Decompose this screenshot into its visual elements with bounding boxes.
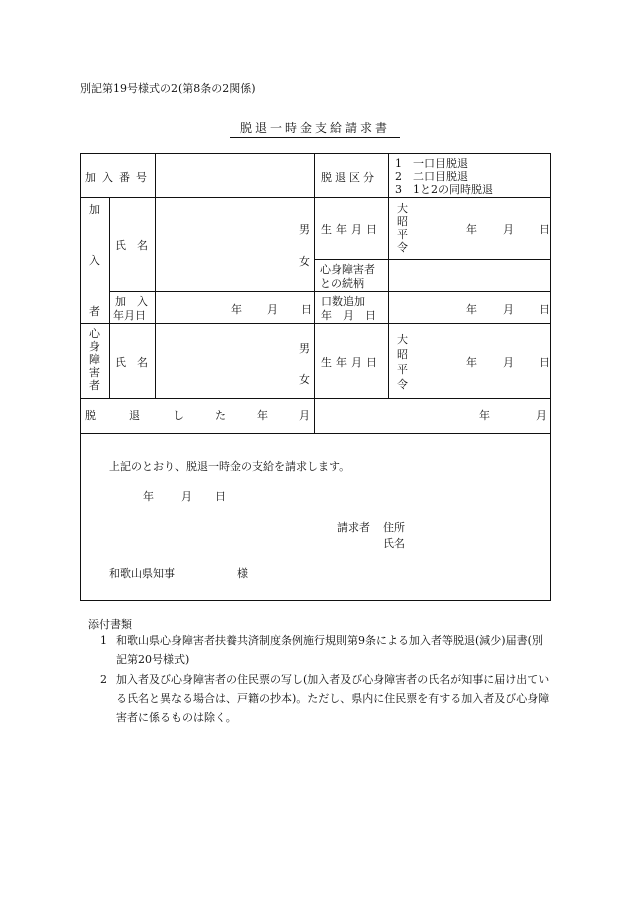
add-unit-month: 月 <box>503 303 514 316</box>
relation-label-1: 心身障害者 <box>320 263 375 276</box>
add-unit-label-1: 口数追加 <box>321 295 365 308</box>
attachment-item-2-num: 2 <box>100 673 107 686</box>
withdraw-ym-char-2: 退 <box>129 409 140 422</box>
disabled-birth-month: 月 <box>503 356 514 369</box>
addressee-honorific: 様 <box>237 567 248 580</box>
member-birth-day: 日 <box>539 223 550 236</box>
member-era-showa[interactable]: 昭 <box>397 215 408 228</box>
request-date-month: 月 <box>181 490 192 503</box>
relation-field[interactable] <box>390 261 550 290</box>
attachment-item-1-text: 和歌山県心身障害者扶養共済制度条例施行規則第9条による加入者等脱退(減少)届書(別記第20号様式) <box>116 634 543 666</box>
withdraw-month: 月 <box>536 409 547 422</box>
disabled-group-char-4: 害 <box>89 366 100 379</box>
requester-address-label: 住所 <box>383 521 405 534</box>
join-date-label-2: 年月日 <box>113 309 146 322</box>
relation-label-2: との続柄 <box>320 277 364 290</box>
attachment-item-1 <box>100 631 550 669</box>
disabled-birth-day: 日 <box>539 356 550 369</box>
member-birth-month: 月 <box>503 223 514 236</box>
addressee: 和歌山県知事 <box>109 567 175 580</box>
attachments-heading: 添付書類 <box>88 618 132 631</box>
request-date-year: 年 <box>143 490 154 503</box>
member-name-field[interactable] <box>157 199 297 289</box>
member-group-char-1: 加 <box>89 203 100 216</box>
add-unit-day: 日 <box>539 303 550 316</box>
join-month: 月 <box>267 303 278 316</box>
withdraw-option-3[interactable]: 3 1と2の同時脱退 <box>395 183 493 196</box>
withdraw-year: 年 <box>479 409 490 422</box>
disabled-era-heisei[interactable]: 平 <box>397 363 408 376</box>
disabled-female-option[interactable]: 女 <box>299 373 310 386</box>
member-name-label: 氏 名 <box>115 239 148 252</box>
add-unit-year: 年 <box>466 303 477 316</box>
disabled-birth-year: 年 <box>466 356 477 369</box>
disabled-group-char-3: 障 <box>89 353 100 366</box>
member-male-option[interactable]: 男 <box>299 223 310 236</box>
request-statement: 上記のとおり、脱退一時金の支給を請求します。 <box>109 460 351 473</box>
disabled-birth-label: 生年月日 <box>321 356 381 369</box>
attachment-item-2 <box>100 670 550 727</box>
member-female-option[interactable]: 女 <box>299 255 310 268</box>
attachment-item-2-text: 加入者及び心身障害者の住民票の写し(加入者及び心身障害者の氏名が知事に届け出ている氏名と異なる場合は、戸籍の抄本)。ただし、県内に住民票を有する加入者及び心身障害者に係るものは除く。 <box>116 673 550 724</box>
member-number-field[interactable] <box>157 156 312 196</box>
member-era-heisei[interactable]: 平 <box>397 228 408 241</box>
join-year: 年 <box>231 303 242 316</box>
disabled-male-option[interactable]: 男 <box>299 342 310 355</box>
request-form-table <box>80 153 551 601</box>
disabled-era-reiwa[interactable]: 令 <box>397 378 408 391</box>
withdraw-ym-char-1: 脱 <box>85 409 96 422</box>
withdraw-ym-char-6: 月 <box>299 409 310 422</box>
requester-label: 請求者 <box>337 521 370 534</box>
member-birth-year: 年 <box>466 223 477 236</box>
withdraw-type-label: 脱退区分 <box>321 171 377 184</box>
member-era-taisho[interactable]: 大 <box>397 202 408 215</box>
withdraw-option-1[interactable]: 1 一口目脱退 <box>395 157 468 170</box>
add-unit-label-2: 年 月 日 <box>321 309 376 322</box>
withdraw-option-2[interactable]: 2 二口目脱退 <box>395 170 468 183</box>
member-group-char-2: 入 <box>89 254 100 267</box>
member-era-reiwa[interactable]: 令 <box>397 241 408 254</box>
form-title: 脱退一時金支給請求書 <box>0 119 630 136</box>
join-date-label-1: 加 入 <box>115 295 148 308</box>
requester-name-label: 氏名 <box>383 537 405 550</box>
disabled-group-char-2: 身 <box>89 340 100 353</box>
request-date-day: 日 <box>215 490 226 503</box>
withdraw-ym-char-5: 年 <box>257 409 268 422</box>
disabled-name-field[interactable] <box>157 325 297 397</box>
disabled-era-taisho[interactable]: 大 <box>397 333 408 346</box>
attachment-item-1-num: 1 <box>100 634 107 647</box>
member-group-char-3: 者 <box>89 305 100 318</box>
form-reference: 別記第19号様式の2(第8条の2関係) <box>80 82 256 95</box>
member-birth-label: 生年月日 <box>321 223 381 236</box>
join-day: 日 <box>301 303 312 316</box>
disabled-name-label: 氏 名 <box>115 356 148 369</box>
withdraw-ym-char-3: し <box>173 409 184 422</box>
withdraw-ym-char-4: た <box>215 409 226 422</box>
member-number-label: 加入番号 <box>85 171 153 184</box>
disabled-group-char-1: 心 <box>89 327 100 340</box>
disabled-group-char-5: 者 <box>89 379 100 392</box>
disabled-era-showa[interactable]: 昭 <box>397 348 408 361</box>
